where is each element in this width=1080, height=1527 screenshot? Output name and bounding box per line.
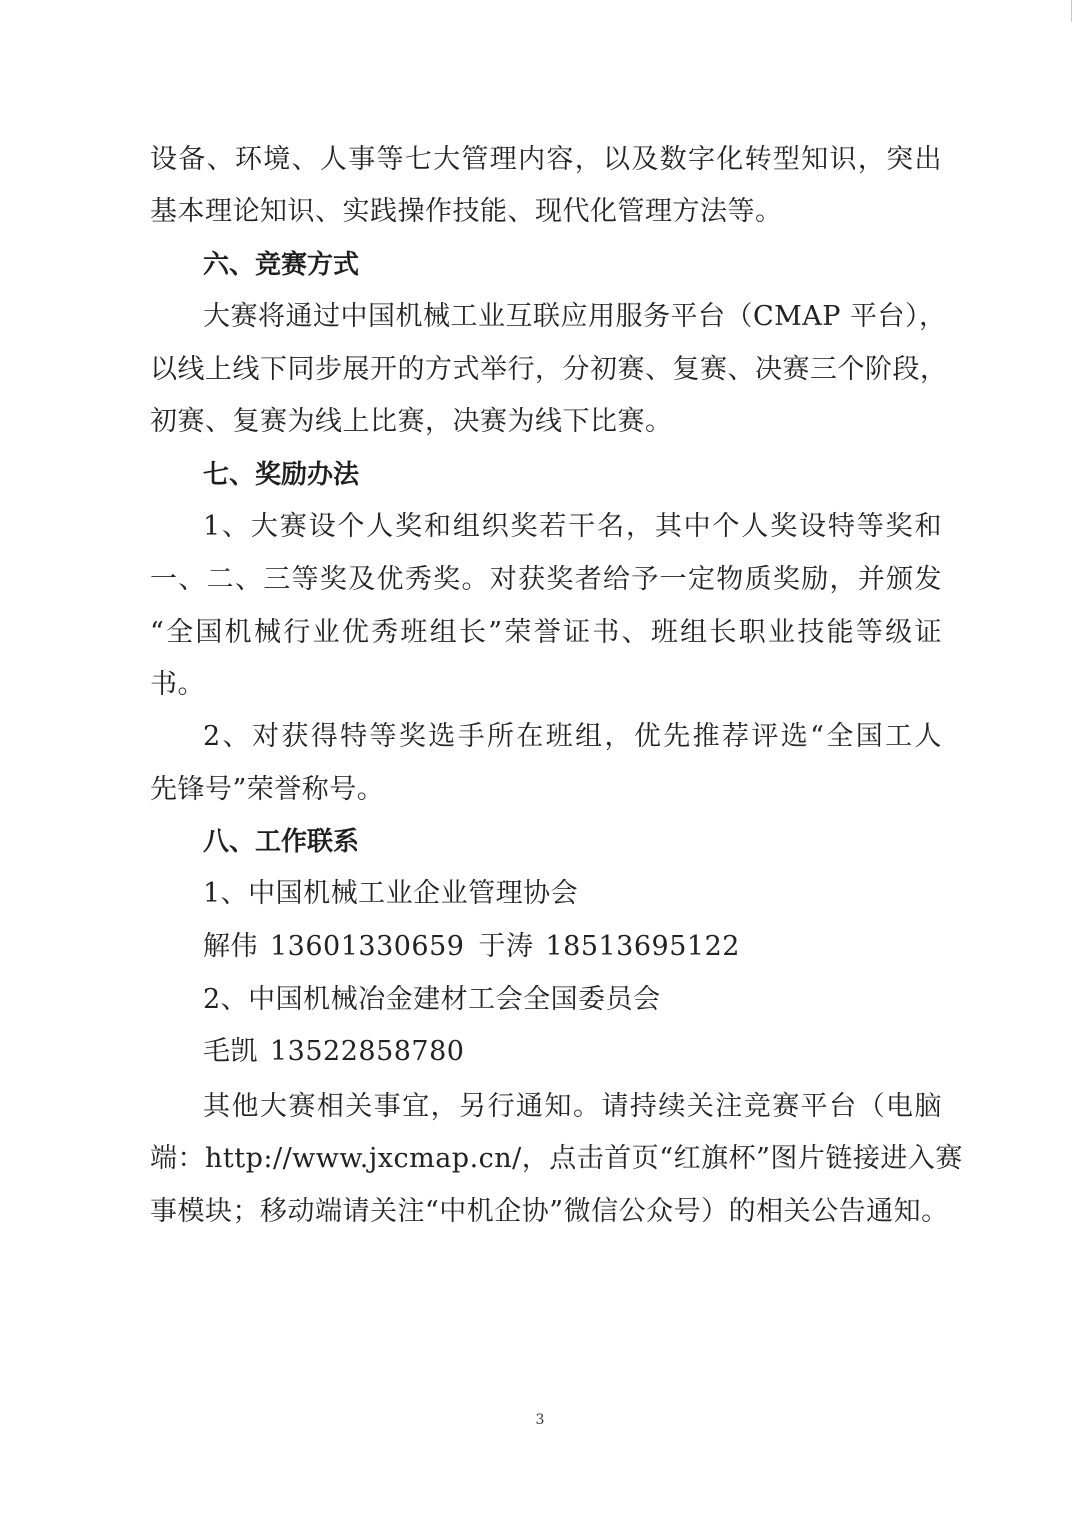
- contact-phone: 13601330659: [270, 931, 465, 962]
- contact-organization: 1、中国机械工业企业管理协会: [203, 878, 579, 909]
- contact-persons: [203, 927, 754, 967]
- scan-edge-mark: [1071, 0, 1072, 22]
- contact-name: 解伟: [203, 931, 258, 962]
- body-text-line: 以线上线下同步展开的方式举行，分初赛、复赛、决赛三个阶段，: [150, 354, 948, 385]
- contact-name: 毛凯: [203, 1036, 258, 1067]
- page-number: 3: [535, 1412, 545, 1428]
- body-text-line: 基本理论知识、实践操作技能、现代化管理方法等。: [150, 196, 783, 227]
- body-text-line: 端：http://www.jxcmap.cn/，点击首页“红旗杯”图片链接进入赛: [150, 1143, 963, 1174]
- contact-phone: 13522858780: [270, 1036, 465, 1067]
- contact-organization: 2、中国机械冶金建材工会全国委员会: [203, 984, 661, 1015]
- body-text-line: 2、对获得特等奖选手所在班组，优先推荐评选“全国工人: [203, 721, 942, 752]
- body-text-line: 设备、环境、人事等七大管理内容，以及数字化转型知识，突出: [150, 144, 942, 175]
- body-text-line: 一、二、三等奖及优秀奖。对获奖者给予一定物质奖励，并颁发: [150, 564, 942, 595]
- body-text-line: 书。: [150, 669, 205, 700]
- body-text-line: 事模块；移动端请关注“中机企协”微信公众号）的相关公告通知。: [150, 1196, 949, 1227]
- section-heading-contacts: 八、工作联系: [203, 827, 360, 857]
- contact-persons: [203, 1032, 478, 1072]
- contact-phone: 18513695122: [545, 931, 740, 962]
- section-heading-rewards: 七、奖励办法: [203, 460, 360, 490]
- section-heading-competition-format: 六、竞赛方式: [203, 250, 360, 280]
- body-text-line: “全国机械行业优秀班组长”荣誉证书、班组长职业技能等级证: [150, 617, 942, 648]
- body-text-line: 其他大赛相关事宜，另行通知。请持续关注竞赛平台（电脑: [203, 1091, 942, 1122]
- contact-name: 于涛: [478, 931, 534, 962]
- body-text-line: 初赛、复赛为线上比赛，决赛为线下比赛。: [150, 406, 673, 437]
- body-text-line: 1、大赛设个人奖和组织奖若干名，其中个人奖设特等奖和: [203, 511, 942, 542]
- body-text-line: 大赛将通过中国机械工业互联应用服务平台（CMAP 平台），: [203, 301, 947, 332]
- body-text-line: 先锋号”荣誉称号。: [150, 774, 385, 805]
